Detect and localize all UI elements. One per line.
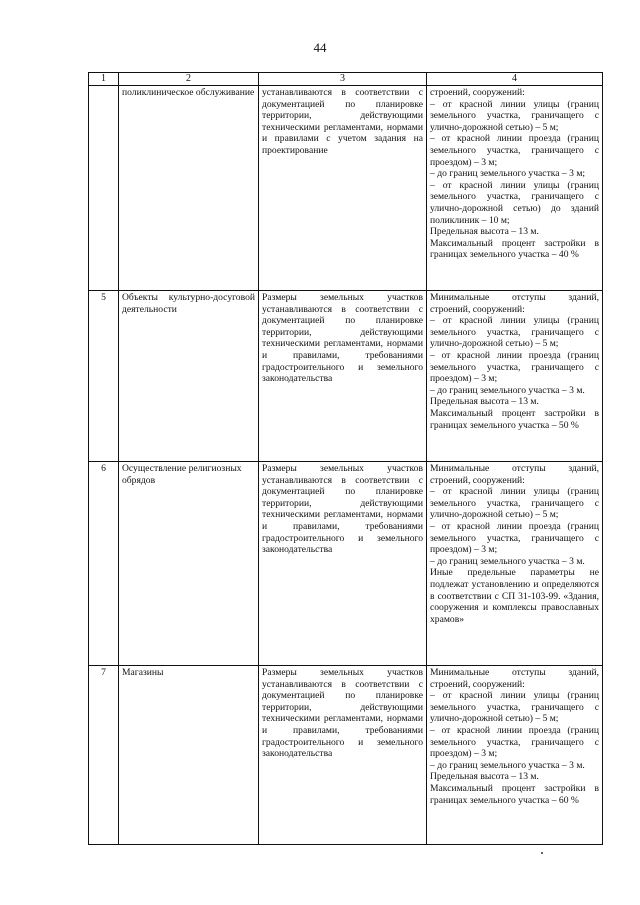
limit-line: Минимальные отступы зданий, строений, сооружений:: [430, 463, 599, 486]
construction-limits: [427, 291, 603, 462]
limit-line: Предельная высота – 13 м.: [430, 396, 539, 408]
limit-line: Максимальный процент застройки в границах земельного участка – 40 %: [430, 237, 599, 261]
row-number: 7: [89, 666, 119, 845]
header-col-1: 1: [89, 73, 119, 86]
row-number: [89, 86, 119, 291]
table-row: [89, 291, 603, 462]
limit-line: Минимальные отступы зданий, строений, сооружений:: [430, 292, 599, 315]
header-col-3: 3: [259, 73, 427, 86]
header-col-2: 2: [119, 73, 259, 86]
limit-line: – до границ земельного участка – 3 м;: [430, 168, 586, 180]
limit-line: – от красной линии проезда (границ земельного участка, граничащего с проездом) – 3 м;: [430, 133, 599, 168]
construction-limits: [427, 462, 603, 666]
limit-line: – до границ земельного участка – 3 м.: [430, 759, 585, 771]
limit-line: Максимальный процент застройки в границах земельного участка – 60 %: [430, 782, 599, 806]
limit-line: Предельная высота – 13 м.: [430, 771, 539, 783]
use-type-name: Объекты культурно-досуговой деятельности: [119, 291, 259, 462]
limit-line: – до границ земельного участка – 3 м.: [430, 384, 585, 396]
limit-line: – от красной линии улицы (границ земельного участка, граничащего с улично-дорожной сетью) – 5 м;: [430, 98, 599, 133]
limit-line: Максимальный процент застройки в границах земельного участка – 50 %: [430, 407, 599, 431]
limit-line: – от красной линии проезда (границ земельного участка, граничащего с проездом) – 3 м;: [430, 724, 599, 760]
limit-line: Иные предельные параметры не подлежат установлению и определяются в соответствии с СП 31-103-99. «Здания, сооружения и комплексы православных храмов»: [430, 567, 599, 625]
page-number: 44: [313, 40, 327, 55]
limit-line: – до границ земельного участка – 3 м.: [430, 555, 585, 567]
limit-line: – от красной линии улицы (границ земельного участка, граничащего с улично-дорожной сетью) до зданий поликлиник – 10 м;: [430, 179, 599, 226]
table-row: [89, 462, 603, 666]
limit-line: – от красной линии проезда (границ земельного участка, граничащего с проездом) – 3 м;: [430, 520, 599, 556]
plot-size-params: устанавливаются в соответствии с документацией по планировке территории, действующими техническими регламентами, нормами и правилами с учетом задания на проектирование: [259, 86, 427, 291]
use-type-name: Магазины: [119, 666, 259, 845]
limit-line: Минимальные отступы зданий, строений, сооружений:: [430, 667, 599, 690]
limit-line: – от красной линии проезда (границ земельного участка, граничащего с проездом) – 3 м;: [430, 349, 599, 385]
limit-line: Предельная высота – 13 м.: [430, 226, 539, 238]
construction-limits: [427, 86, 603, 291]
use-type-name: Осуществление религиозных обрядов: [119, 462, 259, 666]
header-col-4: 4: [427, 73, 603, 86]
plot-size-params: Размеры земельных участков устанавливаются в соответствии с документацией по планировке территории, действующими техническими регламентами, нормами и правилами, требованиями градостроительного и земельного законодательства: [259, 666, 427, 845]
table-row: [89, 86, 603, 291]
plot-size-params: Размеры земельных участков устанавливаются в соответствии с документацией по планировке территории, действующими техническими регламентами, нормами и правилами, требованиями градостроительного и земельного законодательства: [259, 462, 427, 666]
limit-line: – от красной линии улицы (границ земельного участка, граничащего с улично-дорожной сетью) – 5 м;: [430, 315, 599, 350]
table-row: [89, 666, 603, 845]
table-header-row: [89, 73, 603, 86]
row-number: 5: [89, 291, 119, 462]
use-type-name: поликлиническое обслуживание: [119, 86, 259, 291]
construction-limits: [427, 666, 603, 845]
plot-size-params: Размеры земельных участков устанавливаются в соответствии с документацией по планировке территории, действующими техническими регламентами, нормами и правилами, требованиями градостроительного и земельного законодательства: [259, 291, 427, 462]
limit-line: – от красной линии улицы (границ земельного участка, граничащего с улично-дорожной сетью) – 5 м;: [430, 486, 599, 521]
land-use-table: [88, 72, 603, 845]
row-number: 6: [89, 462, 119, 666]
limit-line: – от красной линии улицы (границ земельного участка, граничащего с улично-дорожной сетью) – 5 м;: [430, 690, 599, 725]
scan-dot: [541, 852, 543, 854]
limit-line: строений, сооружений:: [430, 87, 525, 98]
